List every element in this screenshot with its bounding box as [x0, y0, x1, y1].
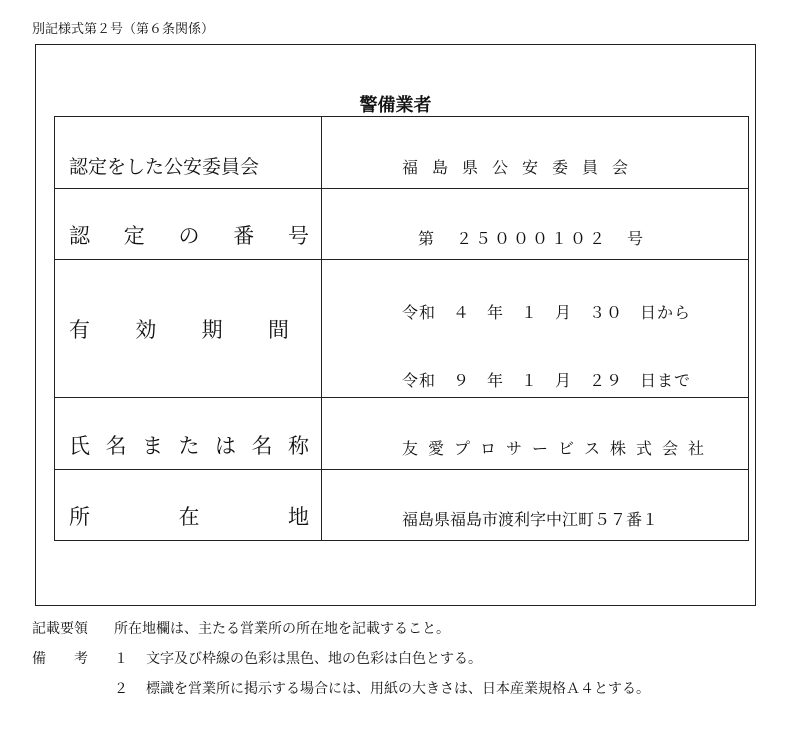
certificate-title: 警備業者: [359, 95, 432, 116]
label-char: 所: [69, 505, 90, 529]
remark-2-num: ２: [114, 681, 128, 697]
label-char: 期: [201, 317, 223, 342]
label-char: 効: [135, 317, 157, 342]
label-char: 有: [69, 317, 90, 342]
label-commission: [55, 117, 322, 189]
row-name: [55, 398, 749, 470]
form-label: 別記様式第２号（第６条関係）: [32, 22, 215, 37]
label-char: 名: [251, 434, 273, 458]
label-address: [55, 470, 322, 541]
label-char: 番: [233, 224, 255, 248]
label-char: 号: [288, 224, 309, 248]
notes: [32, 614, 650, 704]
period-from: 令和 ４ 年 １ 月 ３０ 日から: [402, 303, 692, 322]
label-name-text: [69, 430, 309, 460]
remark-1-text: 文字及び枠線の色彩は黒色、地の色彩は白色とする。: [146, 651, 482, 667]
label-char: 認: [69, 224, 90, 248]
label-char: は: [215, 434, 236, 458]
label-char: 在: [178, 505, 200, 529]
label-char: ま: [142, 434, 163, 458]
label-period-text: [69, 314, 309, 344]
row-period: [55, 260, 749, 398]
remark-1: [32, 644, 650, 674]
value-period: [322, 260, 749, 398]
entry-note-text: 所在地欄は、主たる営業所の所在地を記載すること。: [114, 621, 450, 637]
value-number-text: 第 ２５０００１０２ 号: [418, 229, 647, 248]
remarks-head: 備 考: [32, 651, 88, 667]
label-char: 名: [105, 434, 127, 458]
label-number-text: [69, 220, 309, 250]
value-commission: [322, 117, 749, 189]
label-number: [55, 189, 322, 260]
value-commission-text: 福島県公安委員会: [402, 158, 643, 177]
certificate-table: [54, 116, 749, 541]
label-char: の: [178, 224, 200, 248]
label-char: 定: [123, 224, 145, 248]
remark-1-num: １: [114, 651, 128, 667]
remark-2-text: 標識を営業所に掲示する場合には、用紙の大きさは、日本産業規格Ａ４とする。: [146, 681, 650, 697]
value-name-text: 友愛プロサービス株式会社: [402, 439, 715, 458]
label-char: 地: [288, 505, 309, 529]
period-to: 令和 ９ 年 １ 月 ２９ 日まで: [402, 371, 692, 390]
row-commission: [55, 117, 749, 189]
label-name: [55, 398, 322, 470]
value-address: [322, 470, 749, 541]
label-commission-text: 認定をした公安委員会: [69, 156, 260, 178]
entry-note-head: 記載要領: [32, 621, 88, 637]
label-period: [55, 260, 322, 398]
label-address-text: [69, 501, 309, 531]
value-number: [322, 189, 749, 260]
remark-2: [32, 674, 650, 704]
value-name: [322, 398, 749, 470]
row-address: [55, 470, 749, 541]
label-char: た: [178, 434, 200, 458]
label-char: 氏: [69, 434, 90, 458]
row-number: [55, 189, 749, 260]
value-address-text: 福島県福島市渡利字中江町５７番１: [402, 510, 659, 529]
certificate-frame: [35, 44, 756, 606]
label-char: 称: [288, 434, 309, 458]
entry-note: [32, 614, 650, 644]
label-char: 間: [267, 317, 289, 342]
